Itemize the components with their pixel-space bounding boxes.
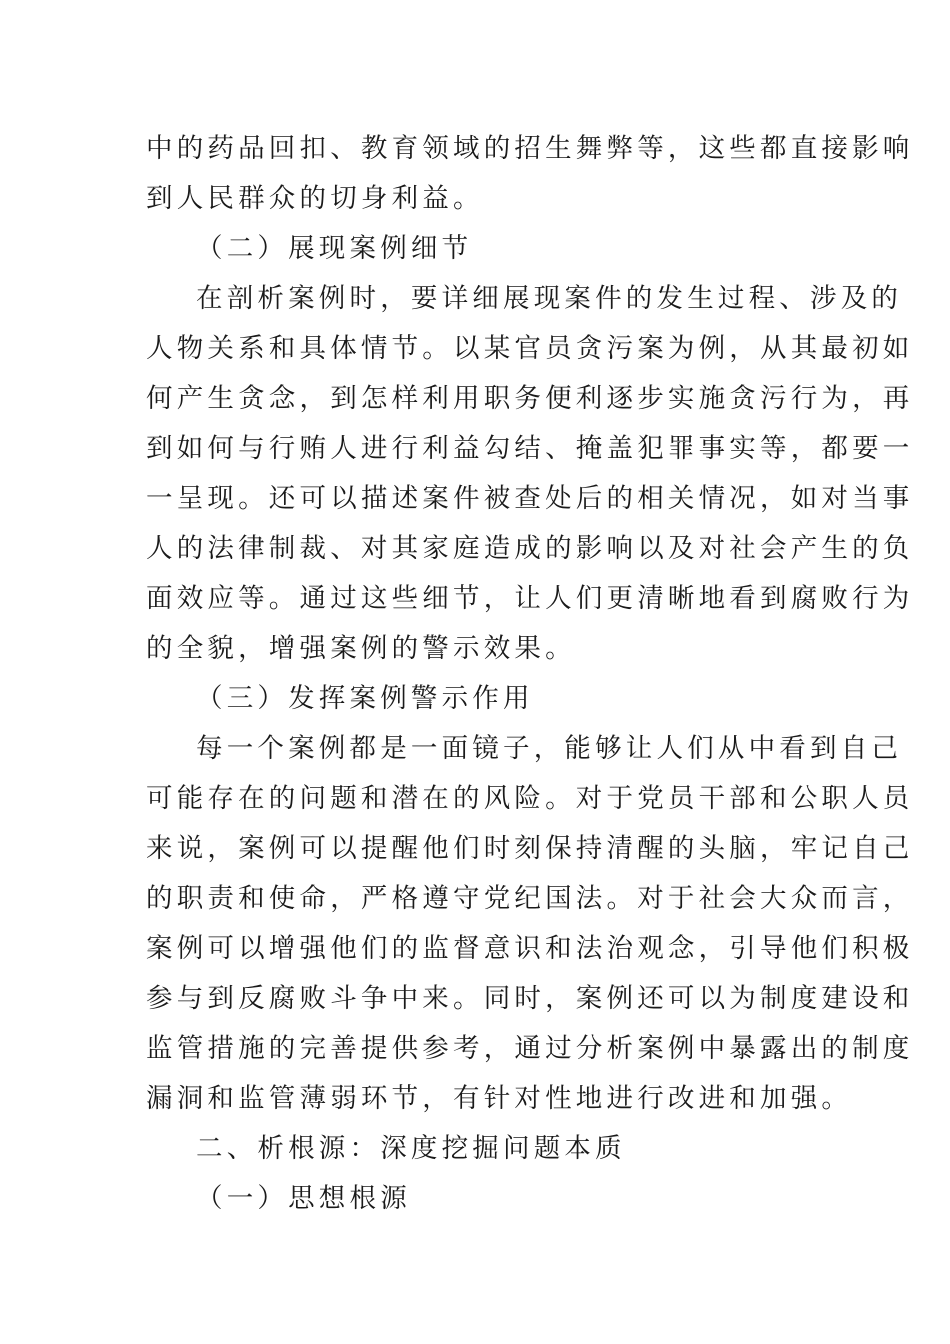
paragraph-line: 到人民群众的切身利益。 — [146, 183, 484, 214]
paragraph-line: 的全貌，增强案例的警示效果。 — [146, 633, 576, 664]
paragraph-line: 的职责和使命，严格遵守党纪国法。对于社会大众而言， — [146, 883, 914, 914]
chapter-heading: 二、析根源：深度挖掘问题本质 — [196, 1133, 626, 1164]
paragraph-line: 何产生贪念，到怎样利用职务便利逐步实施贪污行为，再 — [146, 383, 914, 414]
section-heading: （三）发挥案例警示作用 — [196, 683, 534, 714]
paragraph-line: 监管措施的完善提供参考，通过分析案例中暴露出的制度 — [146, 1033, 914, 1064]
paragraph-line: 案例可以增强他们的监督意识和法治观念，引导他们积极 — [146, 933, 914, 964]
paragraph-line: 在剖析案例时，要详细展现案件的发生过程、涉及的 — [196, 283, 903, 314]
paragraph-line: 漏洞和监管薄弱环节，有针对性地进行改进和加强。 — [146, 1083, 853, 1114]
paragraph-line: 参与到反腐败斗争中来。同时，案例还可以为制度建设和 — [146, 983, 914, 1014]
paragraph-line: 到如何与行贿人进行利益勾结、掩盖犯罪事实等，都要一 — [146, 433, 914, 464]
paragraph-line: 面效应等。通过这些细节，让人们更清晰地看到腐败行为 — [146, 583, 914, 614]
paragraph-line: 每一个案例都是一面镜子，能够让人们从中看到自己 — [196, 733, 903, 764]
section-heading: （一）思想根源 — [196, 1183, 411, 1214]
paragraph-line: 人物关系和具体情节。以某官员贪污案为例，从其最初如 — [146, 333, 914, 364]
paragraph-line: 人的法律制裁、对其家庭造成的影响以及对社会产生的负 — [146, 533, 914, 564]
paragraph-line: 一呈现。还可以描述案件被查处后的相关情况，如对当事 — [146, 483, 914, 514]
paragraph-line: 来说，案例可以提醒他们时刻保持清醒的头脑，牢记自己 — [146, 833, 914, 864]
section-heading: （二）展现案例细节 — [196, 233, 473, 264]
paragraph-line: 可能存在的问题和潜在的风险。对于党员干部和公职人员 — [146, 783, 914, 814]
paragraph-line: 中的药品回扣、教育领域的招生舞弊等，这些都直接影响 — [146, 133, 914, 164]
